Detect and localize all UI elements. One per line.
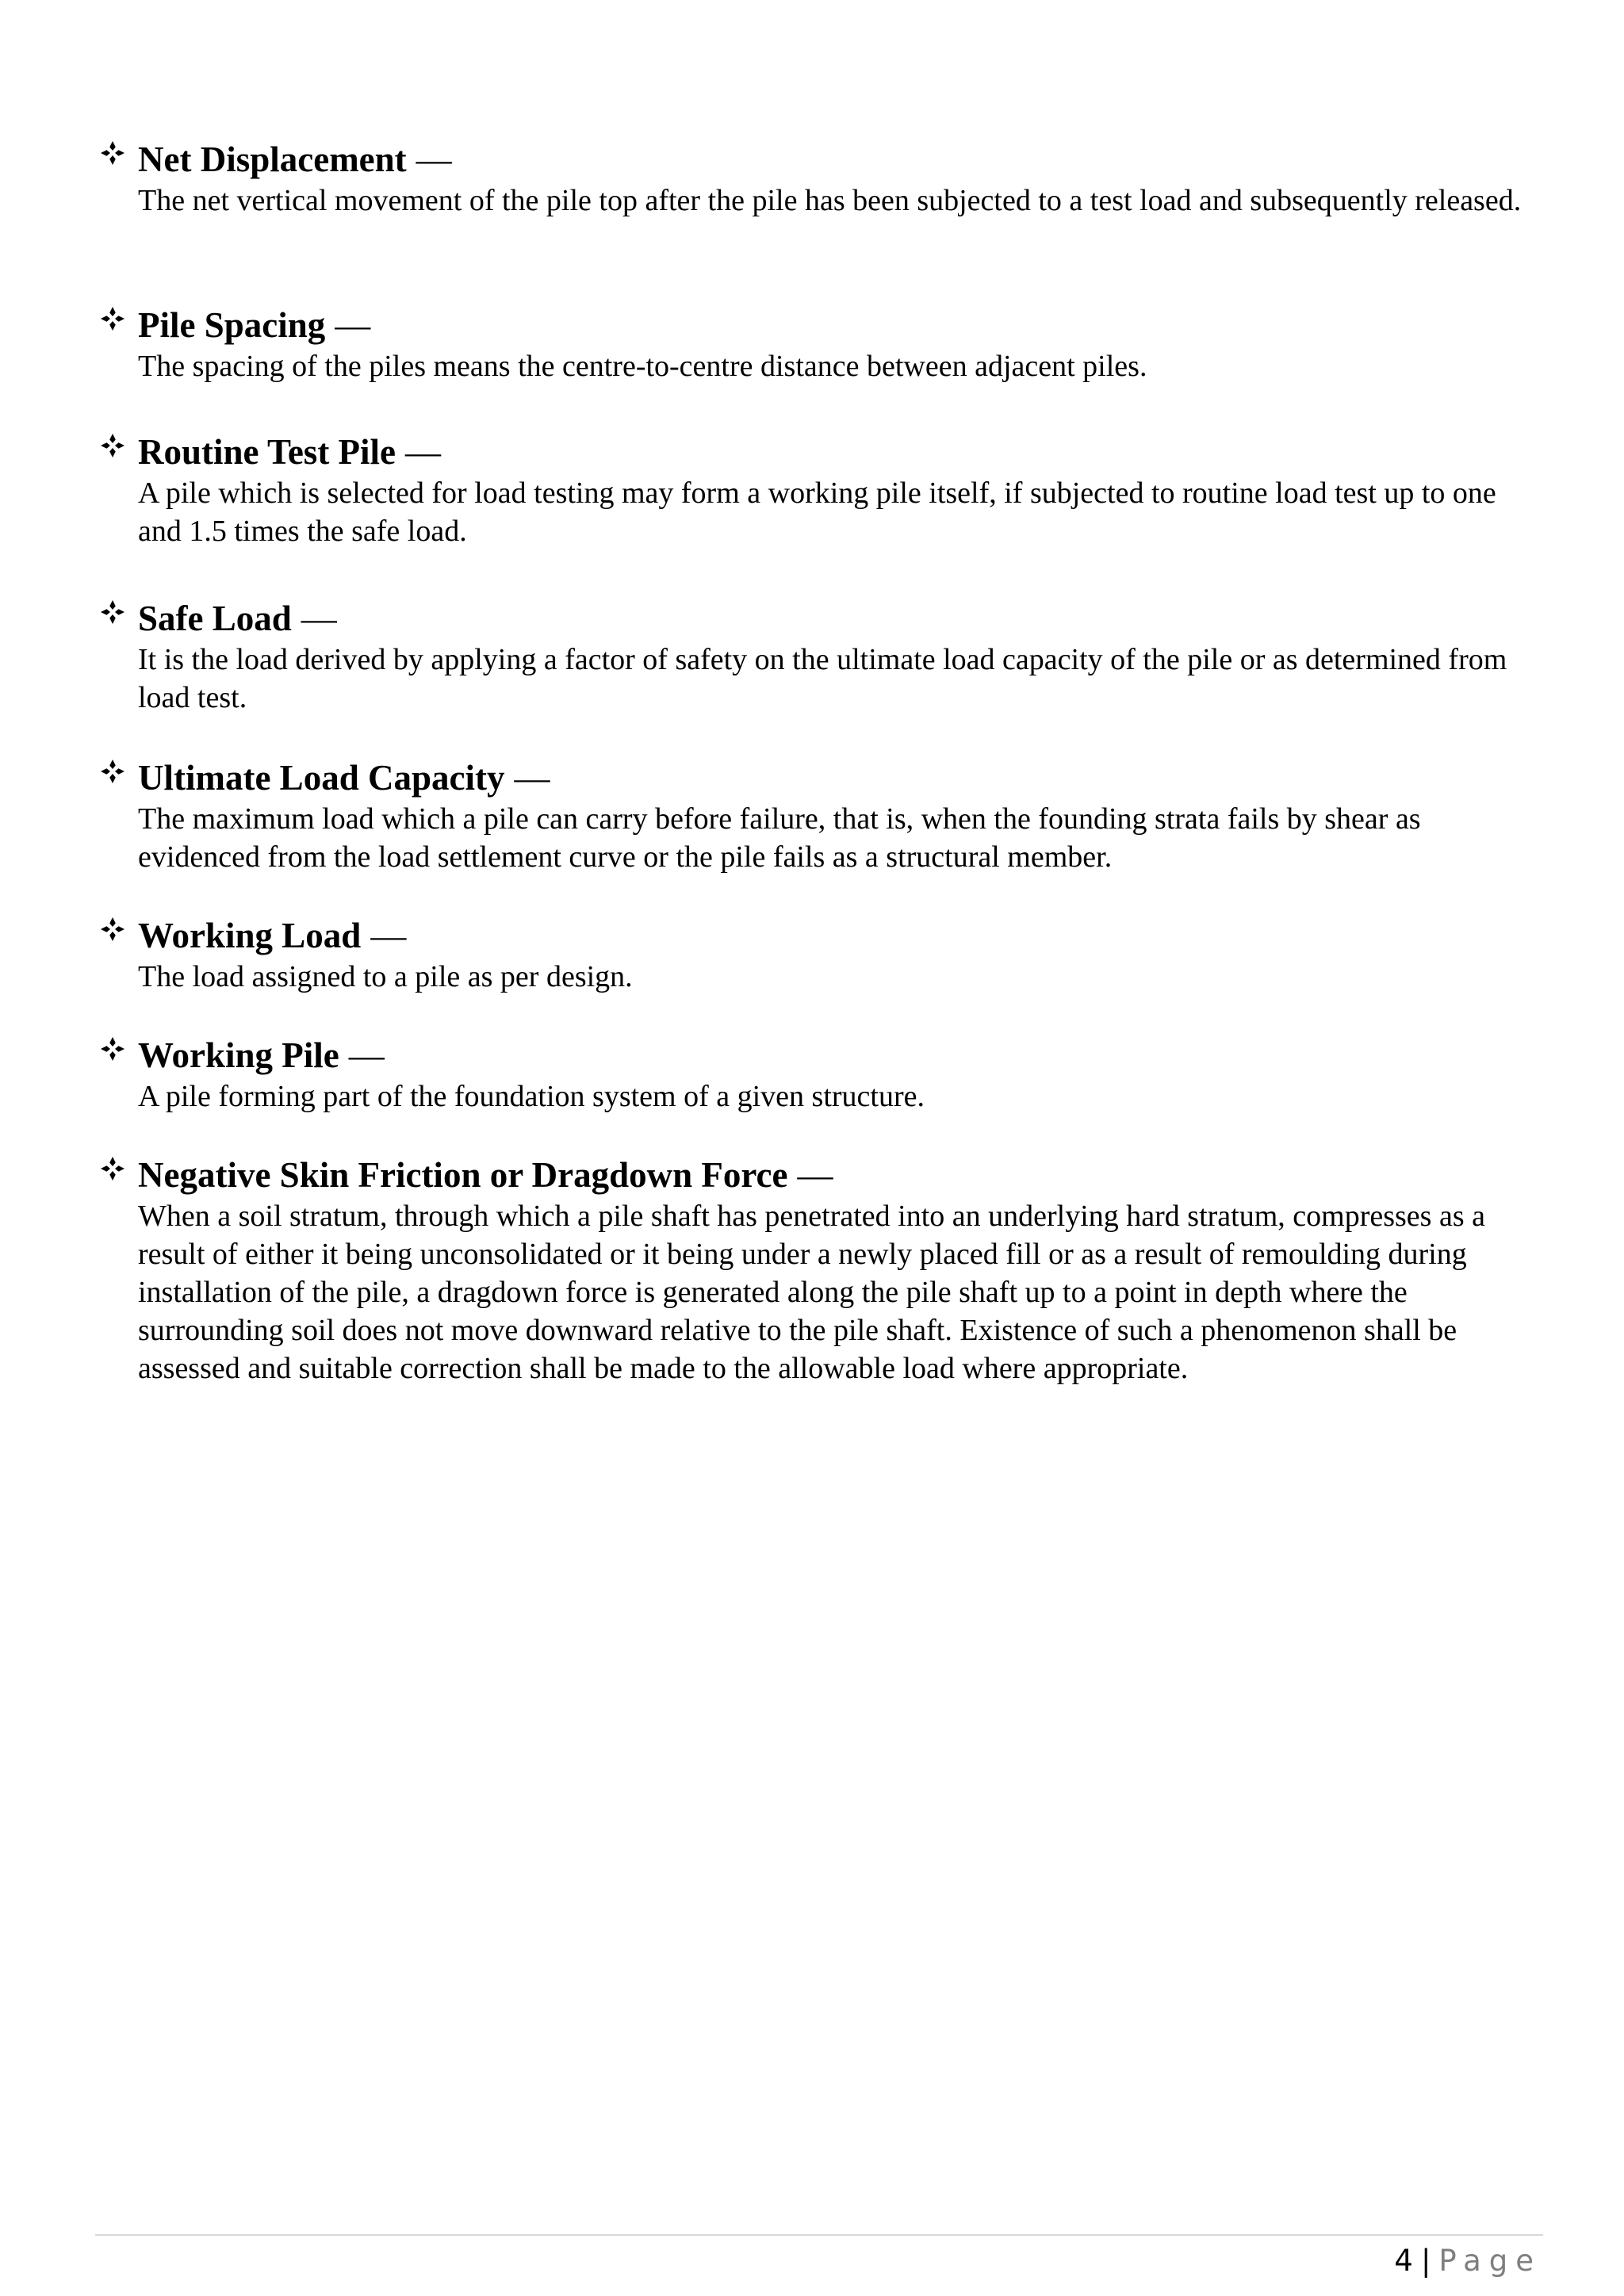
- term-line: [99, 127, 1542, 182]
- four-diamond-bullet-icon: [99, 1023, 138, 1067]
- term-title: Safe Load: [138, 599, 292, 638]
- em-dash: —: [797, 1155, 833, 1195]
- definition-text: When a soil stratum, through which a pile shaft has penetrated into an underlying hard stratum, compresses as a result of either it being unconsolidated or it being under a newly placed fill or as a result of remoulding during installation of the pile, a dragdown force is generated along the pile shaft up to a point in depth where the surrounding soil does not move downward relative to the pile shaft. Existence of such a phenomenon shall be assessed and suitable correction shall be made to the allowable load where appropriate.: [138, 1200, 1485, 1385]
- term-title: Pile Spacing: [138, 305, 326, 345]
- definition-text: The maximum load which a pile can carry before failure, that is, when the founding strata fails by shear as evidenced from the load settlement curve or the pile fails as a structural member.: [138, 802, 1421, 874]
- definition-entry: [99, 903, 1542, 996]
- definition-entry: [99, 293, 1542, 385]
- four-diamond-bullet-icon: [99, 127, 138, 171]
- footer-divider: [95, 2234, 1543, 2236]
- em-dash: —: [335, 305, 371, 345]
- definition-text: It is the load derived by applying a factor of safety on the ultimate load capacity of the pile or as determined from load test.: [138, 643, 1507, 714]
- em-dash: —: [405, 432, 442, 472]
- four-diamond-bullet-icon: [99, 745, 138, 790]
- term-line: [99, 586, 1542, 641]
- four-diamond-bullet-icon: [99, 903, 138, 947]
- definition-text: A pile forming part of the foundation system of a given structure.: [138, 1080, 925, 1113]
- definition-entry: [99, 1142, 1542, 1387]
- em-dash: —: [370, 916, 407, 955]
- page-label: Page: [1438, 2244, 1542, 2278]
- term-line: [99, 903, 1542, 958]
- term-title: Net Displacement: [138, 140, 407, 179]
- term-title: Working Load: [138, 916, 362, 955]
- term-title: Negative Skin Friction or Dragdown Force: [138, 1155, 788, 1195]
- definition-entry: [99, 419, 1542, 550]
- em-dash: —: [514, 758, 550, 798]
- term-line: [99, 1023, 1542, 1077]
- term-line: [99, 293, 1542, 347]
- four-diamond-bullet-icon: [99, 586, 138, 630]
- definition-entry: [99, 745, 1542, 876]
- definition-text: The load assigned to a pile as per design.: [138, 960, 633, 993]
- four-diamond-bullet-icon: [99, 293, 138, 337]
- definition-text: The spacing of the piles means the centre-to-centre distance between adjacent piles.: [138, 350, 1147, 383]
- em-dash: —: [348, 1035, 385, 1075]
- definition-entry: [99, 1023, 1542, 1115]
- term-title: Working Pile: [138, 1035, 339, 1075]
- four-diamond-bullet-icon: [99, 419, 138, 464]
- term-title: Routine Test Pile: [138, 432, 396, 472]
- em-dash: —: [416, 140, 452, 179]
- definition-text: The net vertical movement of the pile top after the pile has been subjected to a test load and subsequently released.: [138, 184, 1522, 217]
- page-separator: |: [1420, 2244, 1431, 2278]
- em-dash: —: [301, 599, 337, 638]
- definition-text: A pile which is selected for load testing may form a working pile itself, if subjected to routine load test up to one and 1.5 times the safe load.: [138, 476, 1496, 548]
- term-line: [99, 419, 1542, 474]
- term-line: [99, 1142, 1542, 1197]
- page-number-footer: [1394, 2242, 1542, 2280]
- term-title: Ultimate Load Capacity: [138, 758, 505, 798]
- page-number: 4: [1394, 2244, 1413, 2278]
- definition-entry: [99, 586, 1542, 717]
- term-line: [99, 745, 1542, 800]
- four-diamond-bullet-icon: [99, 1142, 138, 1187]
- definition-entry: [99, 127, 1542, 220]
